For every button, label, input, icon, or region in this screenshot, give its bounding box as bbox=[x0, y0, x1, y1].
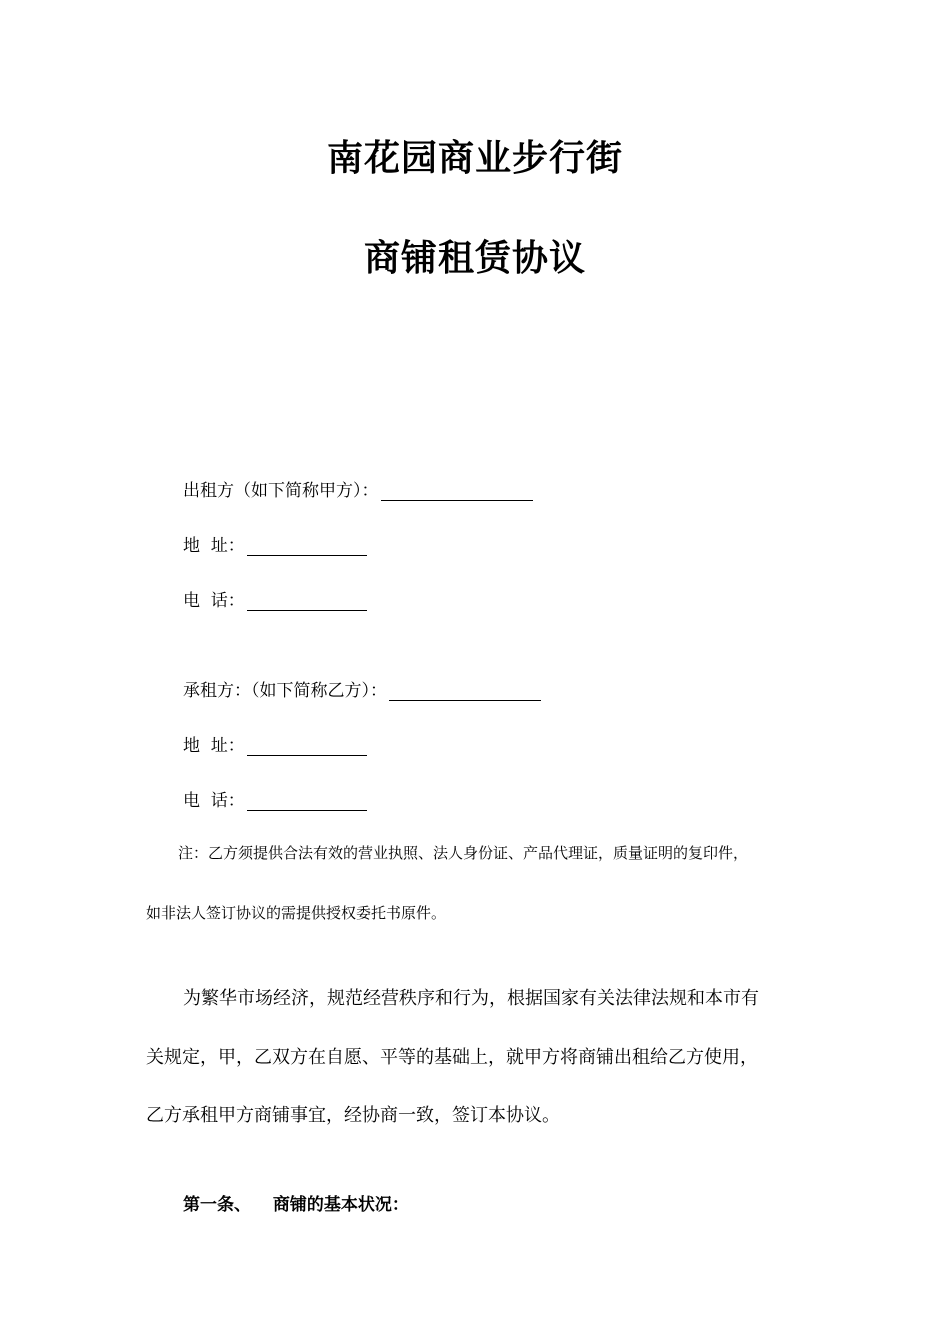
lessor-phone-label: 电 话： bbox=[183, 591, 245, 611]
note-line2: 如非法人签订协议的需提供授权委托书原件。 bbox=[146, 904, 447, 922]
lessee-address-blank bbox=[247, 737, 367, 756]
lessee-address-line bbox=[183, 731, 367, 756]
lessee-label: 承租方：（如下简称乙方）： bbox=[183, 681, 387, 701]
lessee-phone-line bbox=[183, 786, 367, 811]
preamble-line2: 关规定，甲，乙双方在自愿、平等的基础上，就甲方将商铺出租给乙方使用， bbox=[146, 1047, 758, 1068]
lessee-phone-blank bbox=[247, 792, 367, 811]
article1-title: 商铺的基本状况： bbox=[272, 1195, 409, 1215]
lessee-phone-label: 电 话： bbox=[183, 791, 245, 811]
lessor-address-line bbox=[183, 531, 367, 556]
lessee-line bbox=[183, 676, 541, 701]
article1-number: 第一条、 bbox=[183, 1195, 251, 1215]
lessee-name-blank bbox=[389, 682, 541, 701]
document-title-line2: 商铺租赁协议 bbox=[363, 237, 586, 279]
preamble-line3: 乙方承租甲方商铺事宜，经协商一致，签订本协议。 bbox=[146, 1105, 560, 1126]
lessor-label: 出租方（如下简称甲方）： bbox=[183, 481, 379, 501]
lessor-address-label: 地 址： bbox=[183, 536, 245, 556]
lessor-phone-blank bbox=[247, 592, 367, 611]
article1-heading bbox=[183, 1190, 409, 1215]
preamble-line1: 为繁华市场经济，规范经营秩序和行为，根据国家有关法律法规和本市有 bbox=[183, 988, 759, 1009]
lessor-name-blank bbox=[381, 482, 533, 501]
lessor-line bbox=[183, 476, 533, 501]
lessee-address-label: 地 址： bbox=[183, 736, 245, 756]
lessor-address-blank bbox=[247, 537, 367, 556]
document-title-line1: 南花园商业步行街 bbox=[326, 137, 623, 179]
note-line1: 注：乙方须提供合法有效的营业执照、法人身份证、产品代理证，质量证明的复印件， bbox=[178, 844, 749, 862]
lessor-phone-line bbox=[183, 586, 367, 611]
